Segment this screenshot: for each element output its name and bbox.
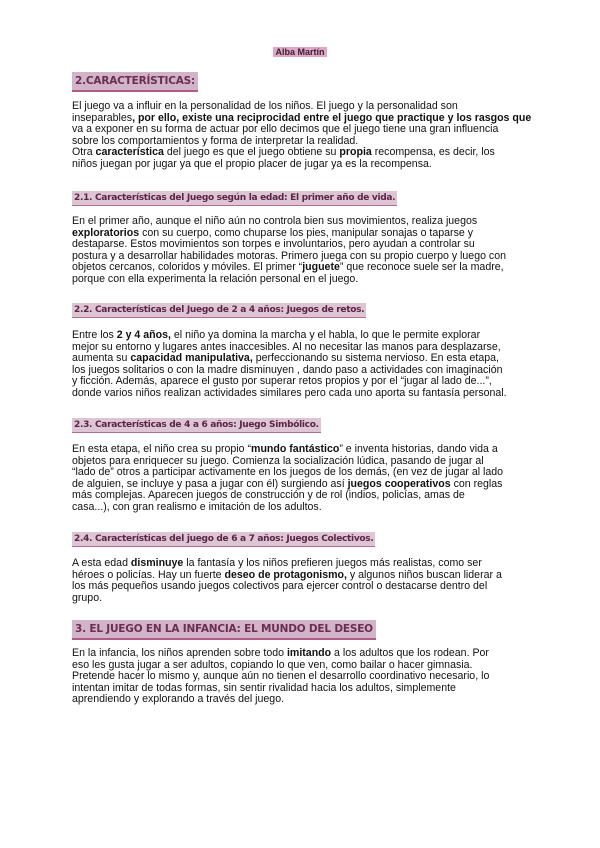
- text-run: del juego es que el juego obtiene su: [163, 146, 340, 159]
- bold-text: imitando: [286, 647, 332, 659]
- text-run: donde varios niños realizan actividades similares pero cada uno aporta su fantasía personal.: [72, 386, 507, 399]
- section-3-heading: 3. EL JUEGO EN LA INFANCIA: EL MUNDO DEL DESEO: [72, 620, 376, 640]
- text-run: los juegos solitarios o con la madre disminuyen , dando paso a actividades con imaginación: [72, 363, 503, 376]
- author-name: Alba Martín: [275, 47, 325, 57]
- text-run: los más pequeños usando juegos colectivos para ejercer control o destacarse dentro del: [72, 580, 488, 593]
- text-run: va a exponer en su forma de actuar por ello decimos que el juego tiene una gran influencia: [72, 123, 499, 136]
- text-run: a los adultos que los rodean. Por: [331, 647, 489, 659]
- bold-text: , por ello, existe una reciprocidad entre el juego que practique y los rasgos que: [132, 111, 532, 124]
- text-line: [72, 159, 524, 171]
- text-run: postura y a desarrollar habilidades motoras. Primero juega con su propio cuerpo y luego con: [72, 249, 506, 262]
- section-2-heading: 2.CARACTERÍSTICAS:: [72, 72, 198, 92]
- text-run: con su cuerpo, como chuparse los pies, manipular sonajas o taparse y: [139, 226, 474, 239]
- text-run: En la infancia, los niños aprenden sobre todo: [72, 647, 287, 659]
- text-run: eso les gusta jugar a ser adultos, copiando lo que ven, como bailar o hacer gimnasia.: [72, 658, 473, 671]
- text-run: la fantasía y los niños prefieren juegos más realistas, como ser: [183, 557, 482, 569]
- bold-text: exploratorios: [72, 226, 140, 239]
- text-run: mejor su entorno y lugares antes inaccesibles. Al no necesitar las manos para desplazarse,: [72, 340, 501, 353]
- text-run: ” que reconoce suele ser la madre,: [339, 261, 504, 274]
- text-line: [72, 593, 524, 605]
- text-run: con reglas: [450, 477, 503, 490]
- bold-text: 2 y 4 años,: [116, 329, 171, 341]
- text-run: En esta etapa, el niño crea su propio “: [72, 443, 252, 455]
- text-run: el niño ya domina la marcha y el habla, lo que le permite explorar: [170, 329, 481, 341]
- text-line: [72, 388, 524, 400]
- section-2-1-body: [72, 216, 524, 286]
- bold-text: deseo de protagonismo,: [224, 568, 347, 581]
- text-run: aprendiendo y explorando a través del juego.: [72, 693, 285, 706]
- bold-text: juegos cooperativos: [347, 477, 451, 490]
- text-run: de alguien, se incluye y pasa a jugar con él) surgiendo así: [72, 477, 348, 490]
- text-run: casa...), con gran realismo e imitación de los adultos.: [72, 500, 322, 513]
- text-run: grupo.: [72, 591, 103, 604]
- text-run: Pretende hacer lo mismo y, aunque aún no tienen el desarrollo coordinativo necesario, lo: [72, 670, 490, 683]
- section-2-2-heading: 2.2. Características del Juego de 2 a 4 años: Juegos de retos.: [72, 303, 366, 318]
- bold-text: mundo fantástico: [251, 443, 340, 455]
- text-run: más complejas. Aparecen juegos de construcción y de rol (indios, policías, amas de: [72, 489, 465, 502]
- text-run: y algunos niños buscan liderar a: [346, 568, 502, 581]
- text-line: [72, 502, 524, 514]
- text-run: perfeccionando su sistema nervioso. En esta etapa,: [252, 352, 499, 365]
- text-run: héroes o policías. Hay un fuerte: [72, 568, 225, 581]
- text-run: recompensa, es decir, los: [371, 146, 495, 159]
- text-run: objetos cercanos, coloridos y móviles. El primer “: [72, 261, 303, 274]
- text-run: aumenta su: [72, 352, 131, 365]
- text-line: [72, 274, 524, 286]
- section-2-1-heading: 2.1. Características del Juego según la edad: El primer año de vida.: [72, 191, 397, 206]
- text-run: En el primer año, aunque el niño aún no controla bien sus movimientos, realiza juegos: [72, 215, 478, 227]
- section-2-2-body: [72, 330, 524, 400]
- bold-text: propia: [339, 146, 372, 159]
- text-run: ” e inventa historias, dando vida a: [339, 443, 498, 455]
- text-run: destaparse. Estos movimientos son torpes e involuntarios, pero ayudan a controlar su: [72, 238, 475, 251]
- text-run: “lado de” otros a participar activamente en los juegos de los demás, (en vez de jugar al lado: [72, 466, 504, 479]
- text-run: porque con ella experimenta la relación personal en el juego.: [72, 272, 359, 285]
- text-run: A esta edad: [72, 557, 131, 569]
- text-run: objetos para enriquecer su juego. Comienza la socialización lúdica, pasando de jugar al: [72, 454, 484, 467]
- bold-text: juguete: [302, 261, 340, 274]
- text-line: [72, 694, 524, 706]
- text-run: niños juegan por jugar ya que el propio placer de jugar ya es la recompensa.: [72, 157, 432, 170]
- text-run: intentan imitar de todas formas, sin sentir rivalidad hacia los adultos, simplemente: [72, 681, 456, 694]
- section-3-body: [72, 648, 524, 706]
- text-run: sobre los comportamientos y forma de interpretar la realidad.: [72, 134, 359, 147]
- text-run: inseparables: [72, 111, 133, 124]
- section-2-3-heading: 2.3. Características de 4 a 6 años: Juego Simbólico.: [72, 418, 321, 433]
- text-run: El juego va a influir en la personalidad de los niños. El juego y la personalidad son: [72, 100, 458, 112]
- text-run: Entre los: [72, 329, 117, 341]
- section-2-3-body: [72, 444, 524, 514]
- text-line: [72, 581, 524, 593]
- section-2-4-heading: 2.4. Características del juego de 6 a 7 años: Juegos Colectivos.: [72, 532, 375, 547]
- section-2-body: [72, 100, 532, 171]
- text-run: Otra: [72, 146, 96, 159]
- section-2-4-body: [72, 558, 524, 604]
- bold-text: característica: [95, 146, 164, 159]
- bold-text: disminuye: [130, 557, 184, 569]
- text-run: y ficción. Además, aparece el gusto por superar retos propios y por el “jugar al lado de...”,: [72, 375, 492, 388]
- bold-text: capacidad manipulativa,: [130, 352, 253, 365]
